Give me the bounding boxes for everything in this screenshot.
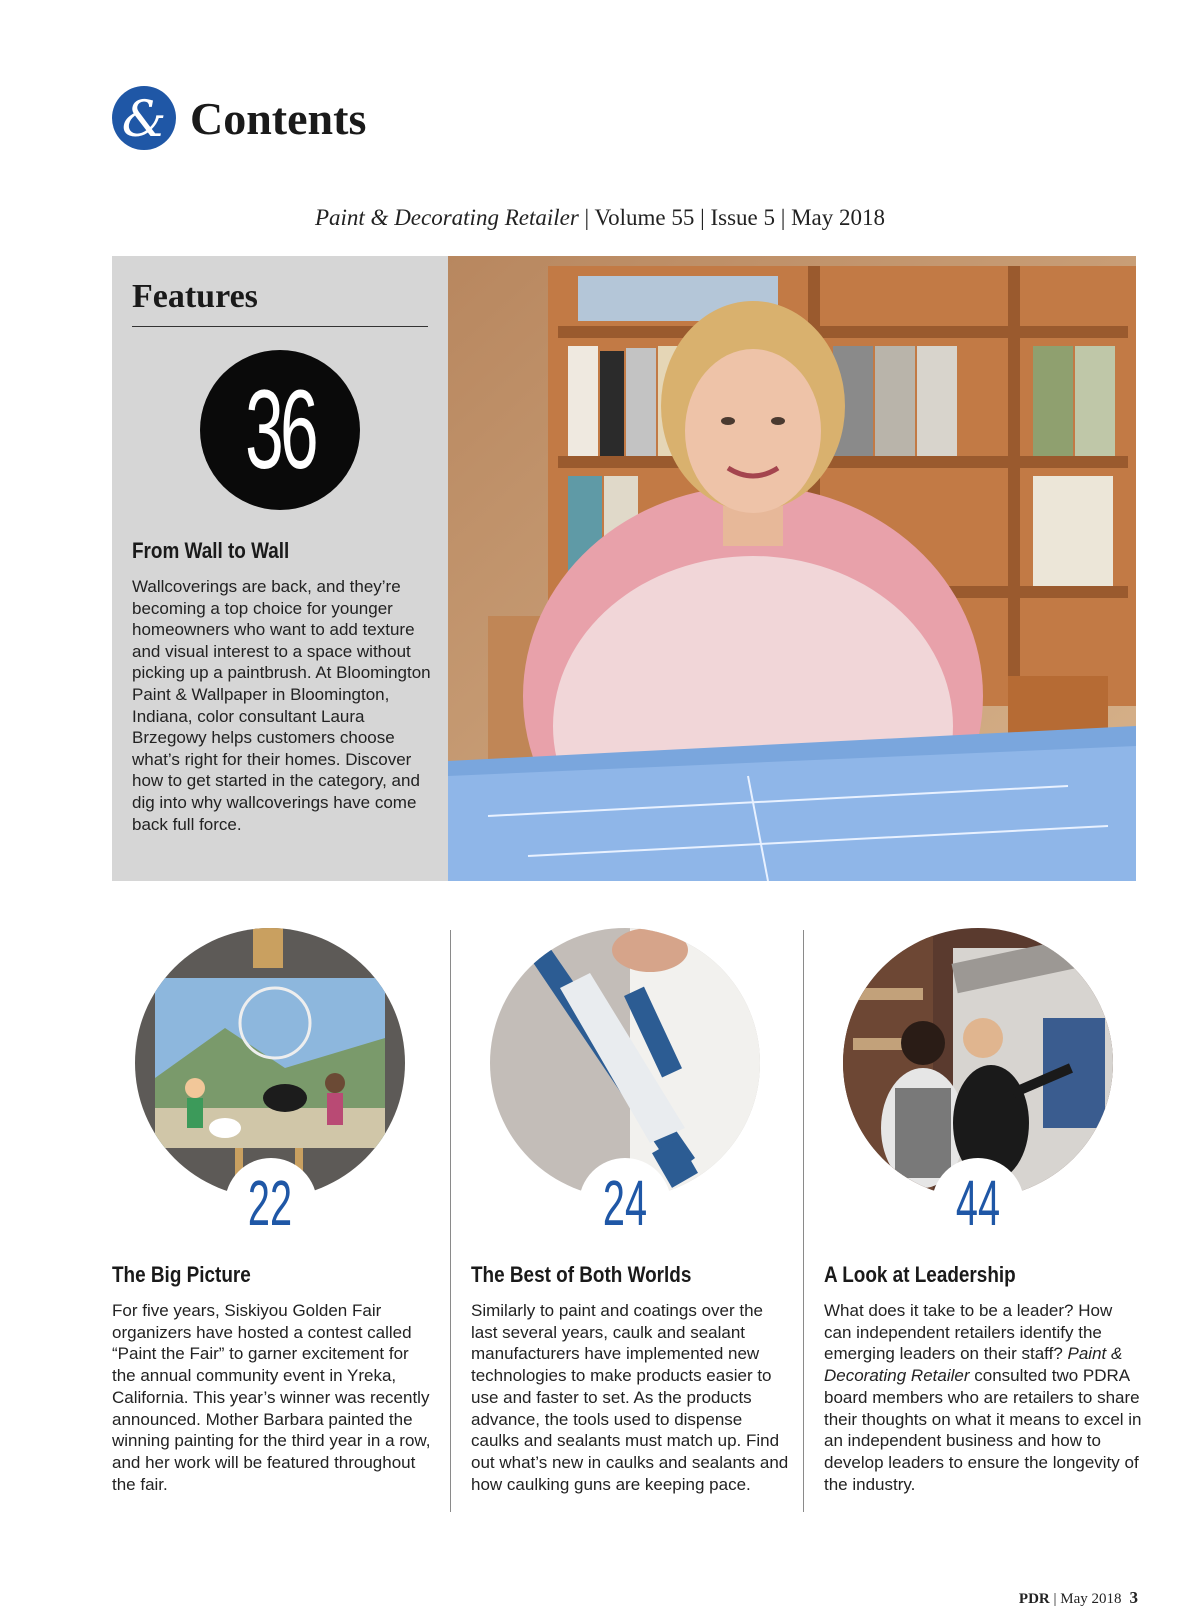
article-body-text: What does it take to be a leader? How can independent retailers identify the emerging leaders on their staff?: [824, 1301, 1113, 1364]
ampersand-logo-icon: &: [121, 90, 167, 148]
article-body-text: consulted two PDRA board members who are retailers to share their thoughts on what it means to excel in an independent business and how to develop leaders to ensure the longevity of the industry.: [824, 1366, 1142, 1494]
article-page-number: 22: [247, 1167, 293, 1239]
page-title: Contents: [190, 93, 367, 144]
article-body: Similarly to paint and coatings over the last several years, caulk and sealant manufacturers have implemented new technologies to make products easier to use and faster to set. As the products advance, the tools used to dispense caulks and sealants must match up. Find out what’s new in caulks and sealants and how caulking guns are keeping pace.: [471, 1301, 789, 1494]
feature-photo-illustration: [448, 256, 1136, 881]
magazine-logo: [112, 86, 176, 150]
column-divider: [803, 930, 804, 1512]
article-title: A Look at Leadership: [824, 1262, 1016, 1287]
footer-issue: May 2018: [1060, 1591, 1122, 1606]
footer-page-number: 3: [1129, 1588, 1138, 1606]
features-panel: [112, 256, 448, 881]
feature-photo: [448, 256, 1136, 881]
masthead-publication: Paint & Decorating Retailer: [314, 205, 579, 230]
article-title: The Best of Both Worlds: [471, 1262, 692, 1287]
features-heading: Features: [132, 278, 258, 315]
article-body: For five years, Siskiyou Golden Fair organizers have hosted a contest called “Paint the Fair” to garner excitement for the annual community event in Yreka, California. This year’s winner was recently announced. Mother Barbara painted the winning painting for the third year in a row, and her work will be featured throughout the fair.: [112, 1301, 431, 1494]
article-body: [824, 1300, 1144, 1495]
masthead-details: | Volume 55 | Issue 5 | May 2018: [578, 205, 886, 230]
article-body-publication: Paint & Decorating Retailer: [824, 1344, 1123, 1386]
features-divider: [132, 326, 428, 327]
article-title: The Big Picture: [112, 1262, 251, 1287]
feature-body: Wallcoverings are back, and they’re becoming a top choice for younger homeowners who want to add texture and visual interest to a space without picking up a paintbrush. At Bloomington Paint & Wallpaper in Bloomington, Indiana, color consultant Laura Brzegowy helps customers choose what’s right for their homes. Discover how to get started in the category, and dig into why wallcoverings have come back full force.: [132, 577, 431, 834]
feature-title: From Wall to Wall: [132, 538, 290, 563]
masthead: [0, 205, 1200, 231]
article-page-number: 44: [955, 1167, 1001, 1239]
feature-page-number: 36: [245, 367, 315, 492]
feature-page-badge: [200, 350, 360, 510]
article-page-number: 24: [602, 1167, 648, 1239]
page-footer: PDR | May 2018 3: [1018, 1588, 1138, 1606]
footer-brand: PDR: [1018, 1591, 1050, 1606]
column-divider: [450, 930, 451, 1512]
